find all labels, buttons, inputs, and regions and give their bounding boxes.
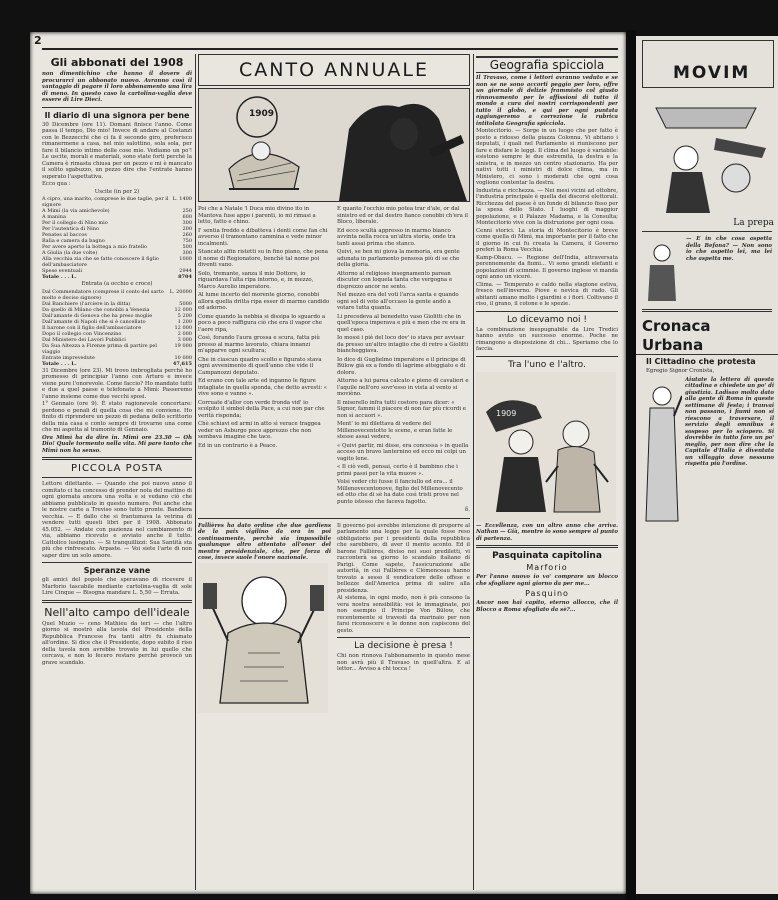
- column-divider: [195, 54, 196, 890]
- nell-alto-text: Quel Muzio — ceno Mathieu da ieri — che l'altro giorno si mostrò alla tavola del Presidente della Repubblica Francese fra tanti altri fu chiamato all'ordine. Si dice che il Presidente, dopo subito il riso della tavola non avrebbe trovato in lui quello che cercava, e non lo fecero restare perchè provocò un grave scandalo.: [42, 620, 192, 666]
- divider: [476, 545, 618, 548]
- ledger-item: Da Sua Altezza a Firenze prima di partire pel viaggio: [42, 342, 157, 355]
- ledger-value: 300: [182, 220, 192, 226]
- poem-stanza: « Quivi partir, mi disse, era concessa » in quella acceso un bravo lanternino ed ecco mi colpì un vagito lene.: [337, 442, 469, 462]
- marforio-label: Marforio: [526, 563, 568, 572]
- poem-stanza: Solo, tremante, sanza il mio Dottore, io riguardava l'alta ripa intorno, e, in mezzo, Marco Aurelio imperatore.: [198, 270, 314, 290]
- geografia-body-3: Cenni storici. La storia di Montecitorio è breve come quella di Mimì, ma importante per il fatto che il giorno in cui fu creata la Camera, il Governo preferì la Roma Vecchia.: [476, 227, 618, 253]
- geografia-title: Geografia spicciola: [476, 56, 618, 73]
- dicevamo-title: Lo dicevamo noi !: [506, 314, 588, 325]
- geografia-body-2: Industria e ricchezza. — Nei mesi vicini ad ottobre, l'industria principale è quella dei discorsi elettorali. Ricchezza del paese è un fondo di bilancio fisso per la spesa dello Stato. I luoghi di maggior popolazione, e il Palazzo Madama, e la Consulta; Montecitorio vive con la distruzione per ogni cosa.: [476, 187, 618, 226]
- speranze-text: gli amici del popolo che speravano di ricevere il Marforio tascabile mediante cartolina-vaglia di sole Lire Cinque — Bisogna mandare L. 5,50 — Errata.: [42, 577, 192, 596]
- small-cartoons: [636, 235, 778, 305]
- traduno-title: Tra l'uno e l'altro.: [508, 359, 586, 370]
- ledger-value: 250: [182, 208, 192, 214]
- ledger-item: Dal Commendatore (comprese il conto del sarto molto e deciso signore): [42, 288, 164, 301]
- uscite-label: Uscite (in per 2): [94, 188, 140, 195]
- divider: [476, 356, 618, 357]
- ledger-item: Da quello di Milano che conobbi a Venezia: [42, 306, 150, 313]
- poem-stanza: Li precedeva al benedetto vaso Giolitti che in quell'epoca imperava e più e men che re era in quel caso.: [337, 313, 466, 333]
- abbonati-intro: non dimentichino che hanno il dovere di procurarci un abbonato nuovo. Avranno così il vantaggio di pagare il loro abbonamento una lira di meno. In questo caso la cartolina-vaglia deve essere di Lire Dieci.: [42, 71, 192, 103]
- government-text: Il governo poi avrebbe intenzione di proporre al parlamento una legge per la quale fosse reso obbligatorio per i presidenti della repubblica che sarebbero, di aver il mento aconto. Ed il barone Fallières, diviso nei suoi prediletti, vi racconterà sa giorno lo scandalo italiano di Parigi. Come sapete, l'assicurazione alle autorità, in cui Fallières e Clémenceau hanno trovato a sesso il vendicatore delle offese e bellezze dell'America prima di salire alla presidenza.: [337, 522, 470, 594]
- ledger-item: Penates al baccos: [42, 232, 87, 238]
- fallieres-cartoon: [198, 522, 331, 713]
- decisione-text: Chi non rinnova l'abbonamento in questo mese non avrà più il Travaso in quell'altra. E al lettor... Avviso a chi tocca !: [337, 653, 470, 672]
- poem-stanza: I' sentia freddo e dibatteva i denti come fan chi avverso il tramontano cammina e vede minor incalmenti.: [198, 227, 328, 247]
- poem-column-right: [337, 205, 470, 515]
- prepa-caption: La prepa: [733, 218, 774, 228]
- diario-text: 30 Dicembre (ore 11). Domani finisce l'anno. Come passa il tempo, Dio mio! Invece di andare al Costanzi con le Bezzecchi che ci fa il secondo giro, preferisco rimanermene a casa, nel mio salottino, sola sola, per fare il bilancio intimo delle cose mie. Vediamo un po'! Le uscite, morali e materiali, sono state forti perchè la Camera è rimasta chiusa per un pezzo e mi è mancato il solito sgabuzzo, un pezzo dire che l'entrate hanno superato l'aspettativa.: [42, 121, 192, 180]
- top-rule: [42, 48, 618, 50]
- ledger-item: Per il collegio di Nino mio: [42, 220, 108, 226]
- poem-stanza: Volsi veder chi fusse il fanciullo ed era... il Millenovecentonove, figlio del Millenovecento ed otto che di sè ha date così tristi prove nel punto istesso che faceva fagotto.: [337, 479, 463, 505]
- pasquino-text: Ancor non hai capito, eterno allocco, che il Blocco a Roma sfogliato da sè?...: [476, 600, 618, 613]
- cronaca-subtitle: Il Cittadino che protesta: [646, 357, 756, 366]
- decisione-title: La decisione è presa !: [354, 641, 453, 651]
- poem-stanza: Ed in un contrario è a Peace.: [198, 442, 278, 449]
- poem-signature: δ.: [465, 507, 470, 513]
- ledger-item: Dal Banchiere (l'arciere in la ditta): [42, 300, 131, 307]
- ledger-row: [42, 256, 192, 268]
- column-right: [476, 54, 618, 890]
- movim-title: MOVIM: [673, 63, 751, 83]
- poem-column-left: [198, 205, 331, 515]
- divider: [42, 477, 192, 478]
- ledger-item: Dall'amante di Napoli che si è cancellato: [42, 318, 146, 325]
- ecco-label: Ecco qua :: [42, 181, 71, 187]
- canto-title: CANTO ANNUALE: [198, 54, 470, 86]
- ledger-value: 12 000: [174, 306, 192, 313]
- year-label: 1909: [249, 109, 275, 119]
- ledger-value: 5 200: [177, 312, 192, 319]
- column-divider: [473, 54, 474, 890]
- ledger-value: 5000: [179, 300, 192, 307]
- poem-stanza: Chè schiavi ed armi in atto sì verace traggea veder un Asburgo poco apprezzo che non sembava imagine che tace.: [198, 421, 321, 440]
- poem-stanza: Ed erano con tale arte ed inganno le figure intagliate in quella sponda, che detto avresti: « vive sono e vanno ».: [198, 378, 328, 397]
- ledger-value: 10 000: [174, 354, 192, 361]
- movim-header: [642, 40, 774, 88]
- divider: [42, 107, 192, 108]
- diario-text-2: 31 Dicembre (ore 23). Mi trovo imbrogliata perchè ho promesso di principiar l'anno con Arturo e invece viene pure l'onorevole. Come faccio? Ho mandato tutti e due a quel paese e telefonato a Mimì: Passeremo l'anno insieme come due vecchi sposi.: [42, 367, 192, 400]
- ledger-uscite: [42, 196, 192, 274]
- ledger-value: 750: [182, 238, 192, 244]
- piccola-posta-title: PICCOLA POSTA: [70, 463, 164, 474]
- ledger-item: A Mimì (la via amichevole): [42, 208, 110, 214]
- entrate-label: Entrata (a occhio e croce): [81, 281, 153, 287]
- traduno-caption: — Eccellenza, con un altro anno che arriva. Nathan — Già, mentre io sono sempre al punto di partenza.: [476, 522, 618, 542]
- government-text-2: Al sistema, in ogni modo, non è più consono la vera nostra sensibilità: voi le immaginate, poi non esempio il Principe Von Bülow, che recentemente si travestì da marinaio per non farsi riconoscere e le donne non capiscono del gesto.: [337, 595, 470, 634]
- poem-stanza: Che in ciascun quadro scolto e figurato stava ogni avvenimento di quell'anno che vide il Campanozzi deputato.: [198, 356, 322, 376]
- ledger-item: A manina: [42, 214, 66, 220]
- ledger-item: Per avere aperto la bottega a mio fratello: [42, 244, 147, 250]
- poem-stanza: Ment' io mi dilettava di vedere del Millenovecentotto le scene, e eran fatte le stesse assai vedere,: [337, 421, 453, 440]
- ledger-item: Dopo il collegio con Vincenzino: [42, 330, 122, 337]
- dicevamo-text: La combinazione inespugnabile da Lire Tredici hanno avuto un successo enorme. Poche ne rimangono a disposizione di chi... Speriamo che lo faccia.: [476, 326, 618, 352]
- ledger-entrate: [42, 289, 192, 361]
- ledger-value: 200: [182, 226, 192, 232]
- poem-stanza: Al lume incerto del morente giorno, conobbi allora quella dritta ripa esser di marmo candido ed adorno.: [198, 292, 330, 311]
- movim-illustration: [636, 88, 776, 218]
- ledger-value: 3 000: [177, 336, 192, 343]
- tra-uno-cartoon: [476, 372, 616, 522]
- poem-stanza: Io mossi i piè del loco dov' io stava per avvisar da presso un'altro intaglio che di retro a Giolitti biancheggiava.: [337, 335, 469, 354]
- cronaca-salute: Egregio Signor Cronista,: [646, 368, 715, 374]
- poem-stanza: « Il ciò vedi, pensai, certo è il bambino che i primi passi per la vita muove ».: [337, 464, 458, 477]
- geografia-body: Montecitorio. — Sorge in un luogo che per fatto è posto a ridosso della piazza Colonna. Vi abitano i deputati, i quali nel Parlamento si riuniscono per fare e disfare le leggi. Il clima del luogo è variabile: esistono sempre le due estremità, la destra e la sinistra, e in mezzo un centro stazionario. Ha per nativi tutti i ministri di dolce clima, ma in Ministero, ci sono i moderati che ogni cosa vogliono contentar la destra.: [476, 128, 618, 186]
- geografia-intro: Il Travaso, come i lettori avranno veduto e se non se ne sono accorti peggio per loro, offre un giornale di delizie frammisto col giusto rinnovamento per le affissioni di tutto il mondo a cura dei nostri corrispondenti per tutto il globo, e qui per ogni puntata aggiungeremo a correzione la rubrica intitolata Geografia spicciola.: [476, 75, 618, 127]
- climate-text: Clima. — Temperato e caldo nella stagione estiva, fresco nell'inverno. Piove e nevica di rado. Gli abitanti amano molto i giardini e i fiori. Coltivano il riso, il grano, il cotone e le spezie.: [476, 281, 618, 307]
- ledger-total-entrate: Totale . . . L. 47,615: [42, 360, 192, 367]
- divider: [42, 600, 192, 603]
- divider: [42, 562, 192, 563]
- poem-stanza: Attorno a lui parea calcato e pieno di cavalieri e l'aquile nell'oro sovr'esso in vista al vento si movièno.: [337, 378, 469, 397]
- next-page-fragment: [636, 36, 778, 894]
- ledger-value: 1000: [179, 256, 192, 262]
- ledger-item: Balia e camera da bagno: [42, 238, 105, 244]
- ledger-row: [42, 343, 192, 355]
- cronaca-header: [636, 316, 778, 355]
- ledger-item: A cipro, una marito, comprese le due taglie, per il signore: [42, 196, 169, 208]
- page-gutter: [626, 30, 636, 900]
- pasquino-label: Pasquino: [525, 589, 569, 598]
- ledger-value: 600: [182, 214, 192, 220]
- diario-title: Il diario di una signora per bene: [44, 110, 190, 120]
- ledger-total-uscite: Totale . . . L. 8704: [42, 274, 192, 280]
- lower-section: [198, 522, 470, 713]
- speranze-title: Speranze vane: [83, 566, 151, 575]
- cronaca-body: [636, 376, 778, 526]
- ledger-item: Per l'autentica di Nino: [42, 226, 100, 232]
- ledger-value: 500: [182, 244, 192, 250]
- poem-stanza: Stancato alfin ristetti su in fino piano, che pena il nome di Regionatore, benchè tal nome poi diventi vano.: [198, 249, 328, 268]
- divider: [337, 637, 470, 638]
- poem-stanza: E quanto l'occhio mio potea trar d'ale, or dal sinistro ed or dal destro fianco conobbi ch'era il Bloco, liberale.: [337, 206, 468, 225]
- ledger-value: 1 200: [177, 318, 192, 325]
- divider: [476, 311, 618, 312]
- divider: [198, 518, 470, 519]
- poem-stanza: Il miserello infra tutti costoro para dicer: « Signor, fammi il piacere di non far più ricordi e non sì accuori ».: [337, 399, 466, 419]
- divider: [642, 309, 772, 312]
- cartoon-caption-top: Fallières ha dato ordine che due gardiens de la paix vigilino da ora in poi continuamente, perchè sia impossibile qualunque altro attentato all'onor del mentre presidenziale, che, per forza di cose, invece suole l'onore nazionale.: [198, 522, 331, 561]
- year-1909-drawn: 1909: [496, 408, 517, 418]
- poem-stanza: Quivi, se ben mi giova la memoria, era gente adunata in parlamento pensosa più di se che della gloria.: [337, 249, 460, 268]
- ledger-value: 300: [182, 250, 192, 256]
- kamp-text: Kamp-Obacu. — Regione dell'India, attraversata perennemente da fiumi... Vi sono grandi elefanti e popolazioni di scimmie. Il governo inglese vi manda ogni anno un viceré.: [476, 254, 618, 280]
- pasquinata-title: Pasquinata capitolina: [492, 551, 602, 561]
- small-cartoon-left: [642, 235, 682, 305]
- ledger-value: L. 20000: [169, 288, 192, 295]
- canto-illustration: [198, 88, 470, 202]
- ledger-value: 12 000: [174, 324, 192, 331]
- abbonati-title: Gli abbonati del 1908: [50, 56, 184, 69]
- protester-figure: [642, 376, 682, 526]
- divider: [642, 231, 772, 232]
- diario-signature: Ora Mimì ha da dire in. Mimì ore 23.30 — Oh Dio! Quale tormento nella vita. Mi pare tanto che Mimì non ha senso.: [42, 434, 192, 454]
- ledger-row: [42, 289, 192, 301]
- ledger-item: Alla vecchia zia che se fatto conoscere il figlio dell'ambasciatore: [42, 256, 159, 268]
- ledger-item: Dall'amante di Genova che ha preso moglie: [42, 312, 153, 319]
- ledger-item: Entrate imprevedute: [42, 354, 95, 361]
- ledger-value: 19 000: [174, 342, 192, 349]
- government-article: [337, 522, 470, 713]
- cronaca-title: Cronaca Urbana: [642, 317, 711, 354]
- ledger-value: 2944: [179, 268, 192, 274]
- fallieres-cartoon-drawing: [198, 563, 328, 713]
- poem-stanza: Attorno al religioso insegnamento parean discuter con loquela tanta che vergogna e disprezzo ancor ne sento.: [337, 270, 453, 290]
- page-number: 2: [34, 34, 42, 47]
- baby-cradle-illustration: [199, 89, 469, 201]
- poem-stanza: Io dico di Guglielmo imperatore e il principe di Bülow già ex a fondo di lagrime atteggiato e di dolore.: [337, 356, 466, 376]
- ledger-row: [42, 196, 192, 208]
- divider: [42, 457, 192, 460]
- poem-stanza: Corruate d'allor con verde fronda vid' io scolpito il simbol della Pace, a cui non par che verità risponda;: [198, 399, 325, 419]
- ledger-item: Dal Ministero dei Lavori Pubblici: [42, 336, 126, 343]
- poem-stanza: Ed ecco scultà appresso in marmo bianco avvinta nella rocca un'altra storia, onde tra tanti assai prima che stanco.: [337, 227, 456, 247]
- column-left: [42, 54, 192, 890]
- ledger-value: L. 1400: [172, 196, 192, 202]
- cronaca-text: Aiutate la lettera di questa cittadina e chiedete un po' di giustizia. Ladisao molto dato alla gente di Roma in queste settimane di festa; i tranvai non passano, i fiumi non si riescono a traversare, il servizio degli omnibus è sospeso per lo sciopero. Si dovrebbe in tutto fare un po' meglio, per non dire che la Capitale d'Italia è diventata un villaggio dove nessuno rispetta più l'ordine.: [685, 376, 774, 467]
- ledger-value: 260: [182, 232, 192, 238]
- newspaper-page: [30, 32, 626, 894]
- poem-stanza: Come quando la nebbia si dissipa lo sguardo a poco a poco raffigura ciò che era il vapor che l'aere ripa,: [198, 313, 326, 333]
- column-center: [198, 54, 470, 890]
- diario-text-3: 1° Gennaio (ore 9). È stato ragionevole concertare: perdono e penali di quella cosa che mi conviene. Ho finito di riprendere un pezzo di pedana dello scrittorio della mia casa e conto sempre di trovarne una come che mi aspetta al tramonto di Gennaio.: [42, 401, 192, 433]
- ledger-item: Il barone con il figlio dell'ambasciatore: [42, 324, 142, 331]
- ledger-value: 2 000: [177, 330, 192, 337]
- befana-note: — E in che cosa aspetta della Befana? — Non sono io che aspetto lei, ma lei che aspetta me.: [686, 236, 772, 262]
- marforio-text: Per l'anno nuovo io vo' comprare un blocco che sfogliare ogni giorno da per me...: [476, 574, 618, 587]
- piccola-posta-text: Lettore dilettante. — Quando che poi nuovo anno il comitato ci ha concesso di prender nota del mattino di ogni giornata ancora una volta e si vedano ciò che abbiamo pubblicato in questo numero. Poi anche che le nostre carte a Treviso sono tutto pronte. Bandiera vecchia. — E dallo che si frantumava la vetrina di vendere tutti questi libri per il 1908. Abbonato 45.052. — Andate con pazienza nel cambiamento di via, abbiamo ricevuto e avviato anche il tutto. Cattolico lusingato. — Si tranquillizzi: Sua Santità sta più che rinfrescato. Arpaste. — Voi siete l'arte di non saper dire un solo amore.: [42, 481, 192, 559]
- poem-stanza: Così, forando l'aura grossa e scura, fatta più presso al marmo lavorato, chiara innanzi m'apparve ogni scultura;: [198, 335, 320, 354]
- poem-stanza: Poi che a Natale 'l Duca mio divino ito in Mantova fuse appo i parenti, io mi rimasi a letto, fatto e chino.: [198, 206, 316, 225]
- canto-poem: [198, 205, 470, 515]
- ledger-item: Spese eventuali: [42, 268, 83, 274]
- ledger-item: A Giulia (la due volte): [42, 250, 98, 256]
- poem-stanza: Nel mezzo era del voti l'arca santa e quando ogni sol di voto all'occaso la gente andò a votare tutta quanta.: [337, 292, 459, 311]
- nell-alto-title: Nell'alto campo dell'ideale: [44, 605, 190, 619]
